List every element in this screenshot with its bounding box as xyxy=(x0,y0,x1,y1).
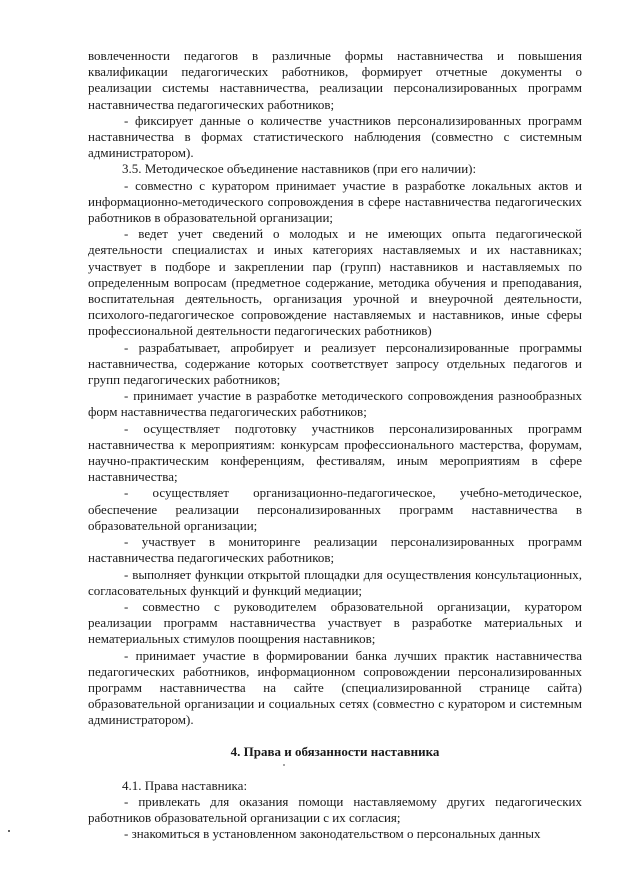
bullet-paragraph: - ведет учет сведений о молодых и не имеющих опыта педагогической деятельности специалистах и иных категориях наставляемых и их наставниках; участвует в подборе и закреплении пар (групп) наставников и наставляемых по определенным вопросам (предметное содержание, методика обучения и преподавания, воспитательная деятельность, организация урочной и внеурочной деятельности, психолого-педагогическое сопровождение наставляемых и наставников, иные сферы профессиональной деятельности педагогических работников) xyxy=(88,226,582,339)
bullet-paragraph: - фиксирует данные о количестве участников персонализированных программ наставничества в формах статистического наблюдения (совместно с системным администратором). xyxy=(88,112,582,161)
bullet-paragraph: - принимает участие в разработке методического сопровождения разнообразных форм наставничества педагогических работников; xyxy=(88,388,582,420)
bullet-paragraph: - выполняет функции открытой площадки для осуществления консультационных, согласовательных функций и функций медиации; xyxy=(88,566,582,598)
paragraph-continuation: вовлеченности педагогов в различные формы наставничества и повышения квалификации педагогических работников, формирует отчетные документы о реализации системы наставничества, реализации персонализированных программ наставничества педагогических работников; xyxy=(88,48,582,112)
bullet-paragraph: - совместно с руководителем образовательной организации, куратором реализации программ наставничества участвует в разработке материальных и нематериальных стимулов поощрения наставников; xyxy=(88,598,582,647)
section-heading: 4. Права и обязанности наставника xyxy=(230,743,440,759)
bullet-paragraph: - принимает участие в формировании банка лучших практик наставничества педагогических работников, информационном сопровождении персонализированных программ наставничества на сайте (специализированной странице сайта) образовательной организации и социальных сетях (совместно с куратором и системным администратором). xyxy=(88,647,582,728)
dash-paragraph: - привлекать для оказания помощи наставляемому других педагогических работников образовательной организации с их согласия; xyxy=(88,793,582,826)
subsection-title: 4.1. Права наставника: xyxy=(122,777,248,793)
dash-paragraph: - знакомиться в установленном законодательством о персональных данных xyxy=(124,826,541,842)
bullet-paragraph: - разрабатывает, апробирует и реализует персонализированные программы наставничества, содержание которых соответствует запросу отдельных педагогов и групп педагогических работников; xyxy=(88,339,582,388)
document-body xyxy=(88,48,582,843)
scan-speck xyxy=(8,830,10,832)
bullet-paragraph: - осуществляет организационно-педагогическое, учебно-методическое, обеспечение реализации персонализированных программ наставничества в образовательной организации; xyxy=(88,485,582,533)
scan-speck xyxy=(283,764,285,766)
subsection-title: 3.5. Методическое объединение наставников (при его наличии): xyxy=(122,161,477,177)
bullet-paragraph: - участвует в мониторинге реализации персонализированных программ наставничества педагогических работников; xyxy=(88,534,582,566)
bullet-paragraph: - совместно с куратором принимает участие в разработке локальных актов и информационно-методического сопровождения в сфере наставничества педагогических работников в образовательной организации; xyxy=(88,177,582,226)
bullet-paragraph: - осуществляет подготовку участников персонализированных программ наставничества к мероприятиям: конкурсам профессионального мастерства, форумам, научно-практическим конференциям, фестивалям, иным мероприятиям в сфере наставничества; xyxy=(88,420,582,485)
